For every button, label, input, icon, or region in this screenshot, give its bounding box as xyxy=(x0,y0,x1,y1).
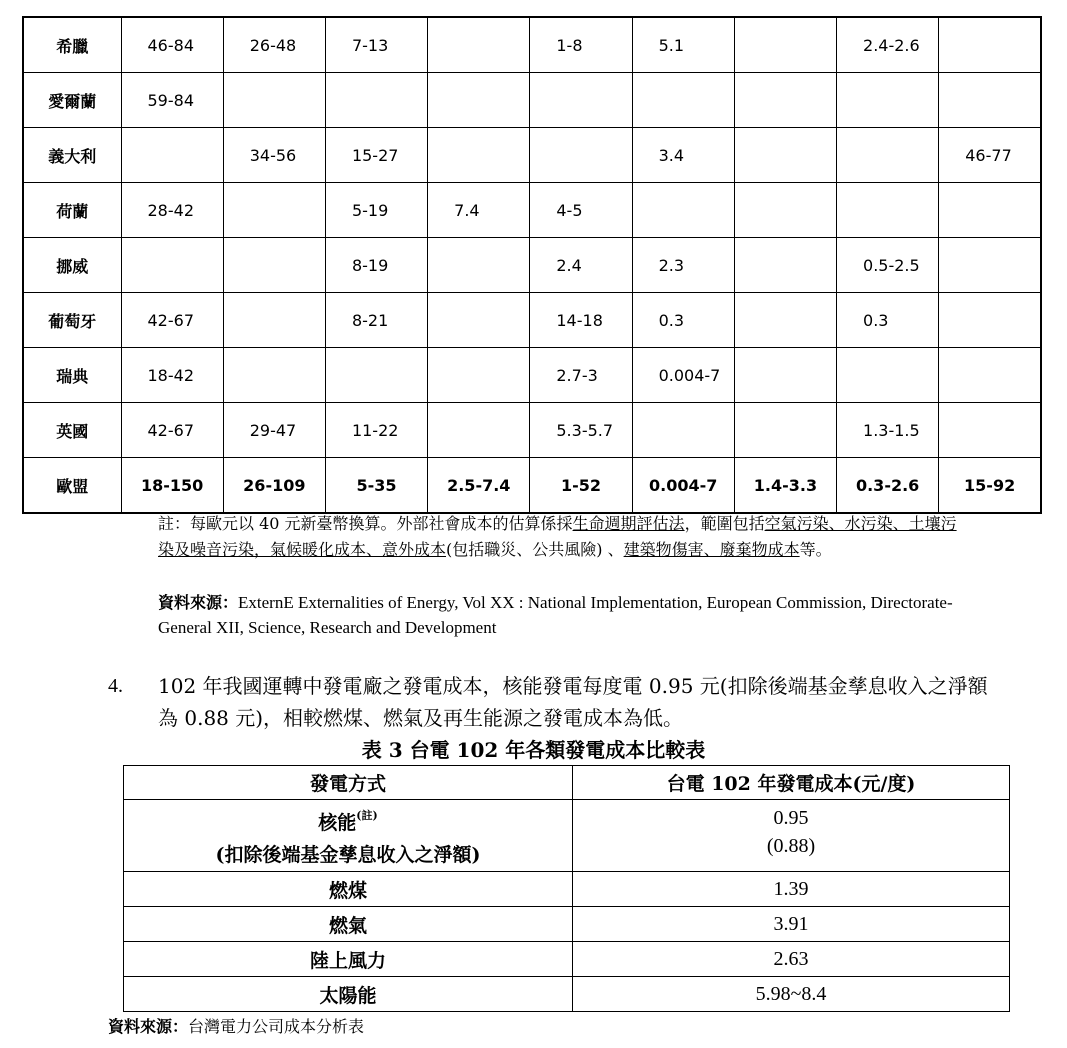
method-cell: 燃煤 xyxy=(124,872,573,907)
value-cell xyxy=(223,73,325,128)
note-mid2: (包括職災、公共風險) 、 xyxy=(446,540,624,559)
value-cell: 8-21 xyxy=(325,293,427,348)
value-cell xyxy=(734,183,836,238)
table3-body xyxy=(124,800,1010,1012)
value-cell: 0.3-2.6 xyxy=(837,458,939,514)
value-cell xyxy=(121,128,223,183)
table3-source xyxy=(108,1014,364,1037)
value-cell: 1-8 xyxy=(530,17,632,73)
value-cell xyxy=(530,73,632,128)
method-cell: 陸上風力 xyxy=(124,942,573,977)
method-cell: 燃氣 xyxy=(124,907,573,942)
source3-label: 資料來源： xyxy=(108,1017,189,1036)
value-cell: 7-13 xyxy=(325,17,427,73)
value-cell: 26-48 xyxy=(223,17,325,73)
country-cell: 瑞典 xyxy=(23,348,121,403)
value-cell xyxy=(428,348,530,403)
value-cell: 0.004-7 xyxy=(632,458,734,514)
value-cell: 2.4-2.6 xyxy=(837,17,939,73)
value-cell: 5.3-5.7 xyxy=(530,403,632,458)
cost-cell: 2.63 xyxy=(573,942,1010,977)
table3-title: 表 3 台電 102 年各類發電成本比較表 xyxy=(361,738,706,762)
value-cell xyxy=(939,403,1041,458)
value-cell xyxy=(734,293,836,348)
value-cell xyxy=(428,293,530,348)
cost-cell: 3.91 xyxy=(573,907,1010,942)
value-cell: 46-77 xyxy=(939,128,1041,183)
value-cell: 29-47 xyxy=(223,403,325,458)
value-cell: 15-92 xyxy=(939,458,1041,514)
value-cell xyxy=(939,73,1041,128)
value-cell: 5-19 xyxy=(325,183,427,238)
value-cell xyxy=(428,73,530,128)
externality-table-body xyxy=(23,17,1041,513)
value-cell xyxy=(223,238,325,293)
country-cell: 歐盟 xyxy=(23,458,121,514)
table3-row-nuclear xyxy=(124,800,1010,872)
value-cell: 2.3 xyxy=(632,238,734,293)
country-cell: 葡萄牙 xyxy=(23,293,121,348)
value-cell: 15-27 xyxy=(325,128,427,183)
value-cell: 1.3-1.5 xyxy=(837,403,939,458)
header-method: 發電方式 xyxy=(124,766,573,800)
note-scope: 空氣污染、水污染、土壤污染及噪音污染，氣候暖化成本、意外成本 xyxy=(158,514,957,559)
externality-cost-table xyxy=(22,16,1042,514)
country-row xyxy=(23,17,1041,73)
value-cell: 2.5-7.4 xyxy=(428,458,530,514)
value-cell xyxy=(939,293,1041,348)
value-cell: 1-52 xyxy=(530,458,632,514)
country-row xyxy=(23,293,1041,348)
nuclear-note-mark: (註) xyxy=(356,809,378,822)
value-cell: 46-84 xyxy=(121,17,223,73)
country-cell: 英國 xyxy=(23,403,121,458)
note-mid1: ，範圍包括 xyxy=(684,514,765,533)
table1-source xyxy=(158,590,963,640)
value-cell xyxy=(632,183,734,238)
paragraph-text: 102 年我國運轉中發電廠之發電成本，核能發電每度電 0.95 元(扣除後端基金孳息收入之淨額為 0.88 元)，相較燃煤、燃氣及再生能源之發電成本為低。 xyxy=(158,674,988,730)
method-cell: 太陽能 xyxy=(124,977,573,1012)
value-cell xyxy=(121,238,223,293)
paragraph-number: 4. xyxy=(108,675,123,697)
value-cell: 42-67 xyxy=(121,293,223,348)
value-cell: 0.5-2.5 xyxy=(837,238,939,293)
value-cell xyxy=(734,238,836,293)
value-cell: 59-84 xyxy=(121,73,223,128)
value-cell xyxy=(939,238,1041,293)
country-row xyxy=(23,403,1041,458)
generation-cost-table xyxy=(123,765,1010,1012)
value-cell: 1.4-3.3 xyxy=(734,458,836,514)
nuclear-label: 核能 xyxy=(318,812,357,834)
eu-total-row xyxy=(23,458,1041,514)
value-cell xyxy=(428,403,530,458)
value-cell: 8-19 xyxy=(325,238,427,293)
table3-row xyxy=(124,872,1010,907)
value-cell: 14-18 xyxy=(530,293,632,348)
value-cell: 2.7-3 xyxy=(530,348,632,403)
paragraph-4 xyxy=(108,670,988,734)
value-cell xyxy=(837,348,939,403)
country-row xyxy=(23,183,1041,238)
value-cell: 11-22 xyxy=(325,403,427,458)
value-cell: 3.4 xyxy=(632,128,734,183)
nuclear-label-cell xyxy=(124,800,573,872)
value-cell: 0.3 xyxy=(837,293,939,348)
note-method: 生命週期評估法 xyxy=(572,514,685,533)
country-row xyxy=(23,128,1041,183)
table3-row xyxy=(124,942,1010,977)
country-cell: 愛爾蘭 xyxy=(23,73,121,128)
value-cell: 4-5 xyxy=(530,183,632,238)
table3-row xyxy=(124,977,1010,1012)
value-cell: 42-67 xyxy=(121,403,223,458)
value-cell: 18-150 xyxy=(121,458,223,514)
table3-row xyxy=(124,907,1010,942)
value-cell: 2.4 xyxy=(530,238,632,293)
value-cell xyxy=(223,183,325,238)
source3-text: 台灣電力公司成本分析表 xyxy=(188,1017,365,1036)
cost-cell: 1.39 xyxy=(573,872,1010,907)
value-cell: 0.3 xyxy=(632,293,734,348)
value-cell xyxy=(734,73,836,128)
value-cell xyxy=(632,73,734,128)
value-cell xyxy=(837,128,939,183)
value-cell xyxy=(428,128,530,183)
value-cell: 5-35 xyxy=(325,458,427,514)
value-cell xyxy=(939,348,1041,403)
nuclear-sublabel: (扣除後端基金孳息收入之淨額) xyxy=(215,844,481,866)
country-row xyxy=(23,73,1041,128)
value-cell xyxy=(837,73,939,128)
note-suffix: 等。 xyxy=(799,540,832,559)
country-row xyxy=(23,238,1041,293)
value-cell xyxy=(734,17,836,73)
value-cell xyxy=(734,403,836,458)
value-cell: 34-56 xyxy=(223,128,325,183)
value-cell: 18-42 xyxy=(121,348,223,403)
nuclear-value: 0.95 xyxy=(773,807,809,829)
country-row xyxy=(23,348,1041,403)
note-prefix: 註：每歐元以 40 元新臺幣換算。外部社會成本的估算係採 xyxy=(158,514,573,533)
table3-header-row xyxy=(124,766,1010,800)
value-cell xyxy=(939,17,1041,73)
value-cell xyxy=(632,403,734,458)
value-cell xyxy=(939,183,1041,238)
country-cell: 荷蘭 xyxy=(23,183,121,238)
value-cell xyxy=(428,238,530,293)
value-cell xyxy=(325,73,427,128)
value-cell: 28-42 xyxy=(121,183,223,238)
value-cell xyxy=(530,128,632,183)
value-cell xyxy=(428,17,530,73)
value-cell xyxy=(223,348,325,403)
table-note xyxy=(158,511,963,563)
cost-cell: 5.98~8.4 xyxy=(573,977,1010,1012)
source-label: 資料來源： xyxy=(158,593,239,612)
note-scope-2: 建築物傷害、廢棄物成本 xyxy=(623,540,800,559)
nuclear-value-cell xyxy=(573,800,1010,872)
value-cell: 7.4 xyxy=(428,183,530,238)
value-cell: 5.1 xyxy=(632,17,734,73)
value-cell: 26-109 xyxy=(223,458,325,514)
country-cell: 挪威 xyxy=(23,238,121,293)
value-cell: 0.004-7 xyxy=(632,348,734,403)
value-cell xyxy=(325,348,427,403)
source-text: ExternE Externalities of Energy, Vol XX : National Implementation, European Commission, Directorate-General XII, Science, Research and Development xyxy=(158,593,953,637)
value-cell xyxy=(734,128,836,183)
country-cell: 義大利 xyxy=(23,128,121,183)
header-cost: 台電 102 年發電成本(元/度) xyxy=(573,766,1010,800)
value-cell xyxy=(837,183,939,238)
value-cell xyxy=(734,348,836,403)
nuclear-net-value: (0.88) xyxy=(766,835,816,857)
country-cell: 希臘 xyxy=(23,17,121,73)
value-cell xyxy=(223,293,325,348)
